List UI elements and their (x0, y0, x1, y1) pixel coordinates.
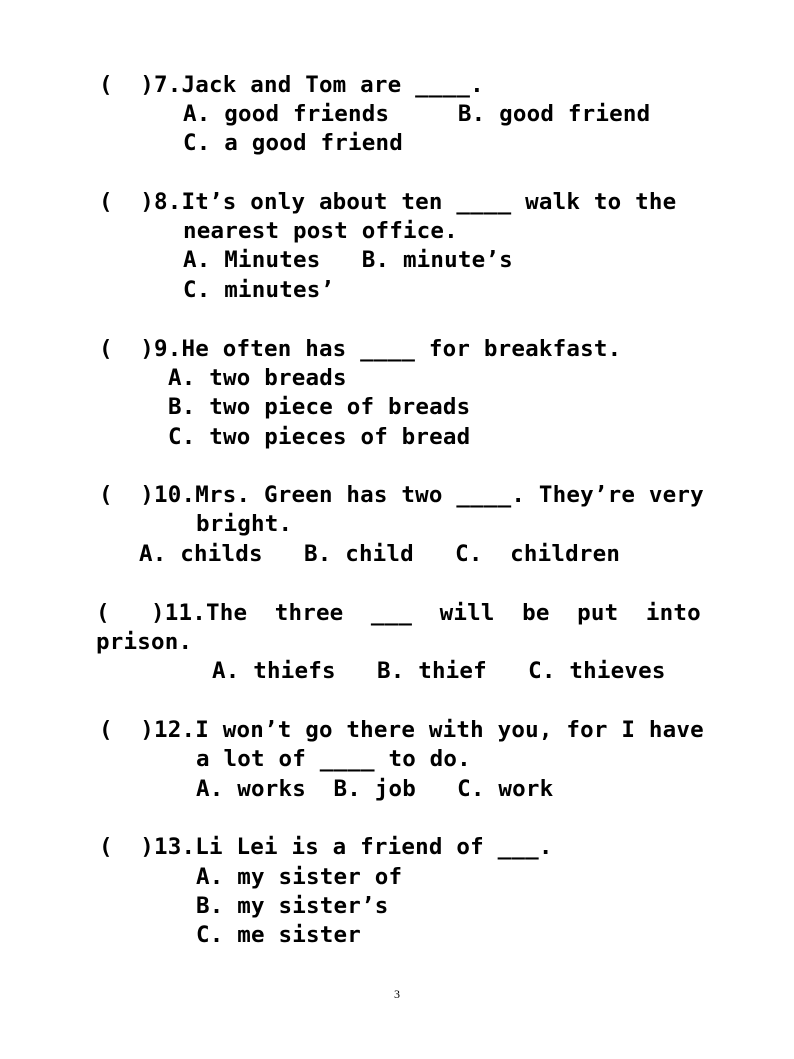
question-10-stem: ( )10.Mrs. Green has two ____. They’re very (99, 482, 704, 508)
question-9-option-a: A. two breads (168, 365, 347, 391)
page-number: 3 (394, 987, 400, 1001)
question-9-option-c: C. two pieces of bread (168, 424, 471, 450)
question-11-stem-continued: prison. (96, 629, 193, 655)
question-11-stem: ( )11.The three ___ will be put into (96, 600, 701, 626)
question-8-options-line-2: C. minutes’ (183, 277, 335, 303)
question-10-stem-continued: bright. (196, 511, 293, 537)
question-8-options-line-1: A. Minutes B. minute’s (183, 247, 513, 273)
question-7-stem: ( )7.Jack and Tom are ____. (99, 72, 484, 98)
question-13-option-b: B. my sister’s (196, 893, 389, 919)
question-8-stem: ( )8.It’s only about ten ____ walk to the (99, 189, 677, 215)
question-11-options-line: A. thiefs B. thief C. thieves (212, 658, 666, 684)
question-12-stem-continued: a lot of ____ to do. (196, 746, 471, 772)
question-9-option-b: B. two piece of breads (168, 394, 471, 420)
question-7-options-line-1: A. good friends B. good friend (183, 101, 651, 127)
question-7-options-line-2: C. a good friend (183, 130, 403, 156)
question-9-stem: ( )9.He often has ____ for breakfast. (99, 336, 622, 362)
question-13-option-a: A. my sister of (196, 864, 403, 890)
question-10-options-line: A. childs B. child C. children (139, 541, 621, 567)
question-12-stem: ( )12.I won’t go there with you, for I have (99, 717, 704, 743)
question-12-options-line: A. works B. job C. work (196, 776, 554, 802)
question-8-stem-continued: nearest post office. (183, 218, 458, 244)
question-13-stem: ( )13.Li Lei is a friend of ___. (99, 834, 553, 860)
question-13-option-c: C. me sister (196, 922, 361, 948)
